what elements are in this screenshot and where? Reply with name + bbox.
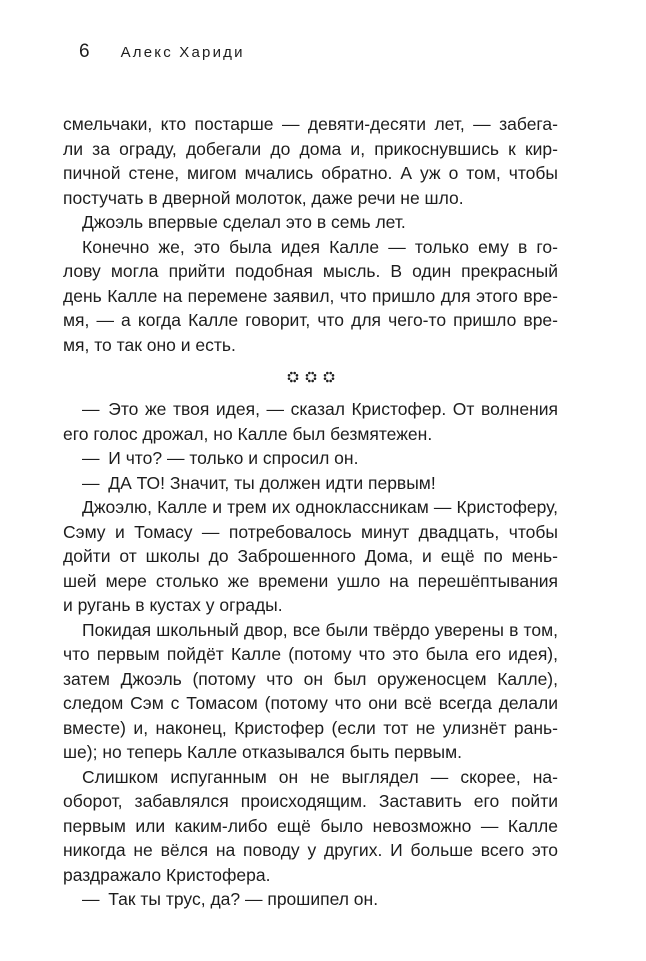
- paragraph: [63, 471, 558, 496]
- text-line: Сэму и Томасу — потребовалось минут двадцать, чтобы: [63, 521, 558, 542]
- text-line: раздражало Кристофера.: [63, 864, 271, 885]
- text-line: Покидая школьный двор, все были твёрдо уверены в том,: [82, 619, 558, 640]
- text-line: вместе) и, наконец, Кристофер (если тот не улизнёт рань-: [63, 717, 558, 738]
- text-line: мя, то так оно и есть.: [63, 334, 236, 355]
- text-line: день Калле на перемене заявил, что пришло для этого вре-: [63, 285, 558, 306]
- text-line: Слишком испуганным он не выглядел — скорее, на-: [82, 766, 558, 787]
- text-line: постучать в дверной молоток, даже речи не шло.: [63, 187, 464, 208]
- text-line: пичной стене, мигом мчались обратно. А уж о том, чтобы: [63, 163, 558, 183]
- flower-dots-icon: [305, 371, 317, 383]
- text-line: что первым пойдёт Калле (потому что это была его идея),: [63, 644, 558, 664]
- text-line: — Это же твоя идея, — сказал Кристофер. От волнения: [82, 399, 558, 419]
- section-separator: [63, 357, 558, 397]
- paragraph: [63, 210, 558, 235]
- page-number: 6: [79, 41, 90, 62]
- text-line: — И что? — только и спросил он.: [82, 448, 359, 468]
- text-line: — ДА ТО! Значит, ты должен идти первым!: [82, 472, 436, 493]
- text-line: ли за ограду, добегали до дома и, прикоснувшись к кир-: [63, 138, 558, 159]
- text-line: первым или каким-либо ещё было невозможно — Калле: [63, 815, 558, 836]
- paragraph: [63, 765, 558, 888]
- body-text: [63, 112, 558, 912]
- text-line: мя, — а когда Калле говорит, что для чего-то пришло вре-: [63, 310, 558, 330]
- text-line: лову могла прийти подобная мысль. В один прекрасный: [63, 261, 558, 281]
- text-line: следом Сэм с Томасом (потому что они всё всегда делали: [63, 693, 558, 713]
- text-line: затем Джоэль (потому что он был оруженосцем Калле),: [63, 668, 558, 689]
- paragraph: [63, 397, 558, 446]
- text-line: шей мере столько же времени ушло на перешёптывания: [63, 570, 558, 591]
- paragraph: [63, 446, 558, 471]
- text-line: его голос дрожал, но Калле был безмятежен.: [63, 423, 433, 444]
- text-line: дойти от школы до Заброшенного Дома, и ещё по мень-: [63, 546, 558, 566]
- running-header: [79, 41, 245, 63]
- text-line: оборот, забавлялся происходящим. Заставить его пойти: [63, 791, 558, 811]
- text-line: смельчаки, кто постарше — девяти-десяти лет, — забега-: [63, 114, 558, 134]
- running-header-author: Алекс Хариди: [120, 44, 245, 61]
- text-line: Конечно же, это была идея Калле — только ему в го-: [82, 236, 558, 257]
- text-line: ше); но теперь Калле отказывался быть первым.: [63, 742, 462, 762]
- paragraph: [63, 618, 558, 765]
- paragraph: [63, 887, 558, 912]
- paragraph: [63, 112, 558, 210]
- flower-dots-icon: [323, 371, 335, 383]
- paragraph: [63, 495, 558, 618]
- flower-dots-icon: [287, 371, 299, 383]
- paragraph: [63, 235, 558, 358]
- text-line: и ругань в кустах у ограды.: [63, 595, 283, 615]
- text-line: Джоэль впервые сделал это в семь лет.: [82, 212, 406, 232]
- text-line: Джоэлю, Калле и трем их одноклассникам — Кристоферу,: [82, 497, 558, 517]
- text-line: — Так ты трус, да? — прошипел он.: [82, 889, 379, 909]
- text-line: никогда не вёлся на поводу у других. И больше всего это: [63, 840, 558, 860]
